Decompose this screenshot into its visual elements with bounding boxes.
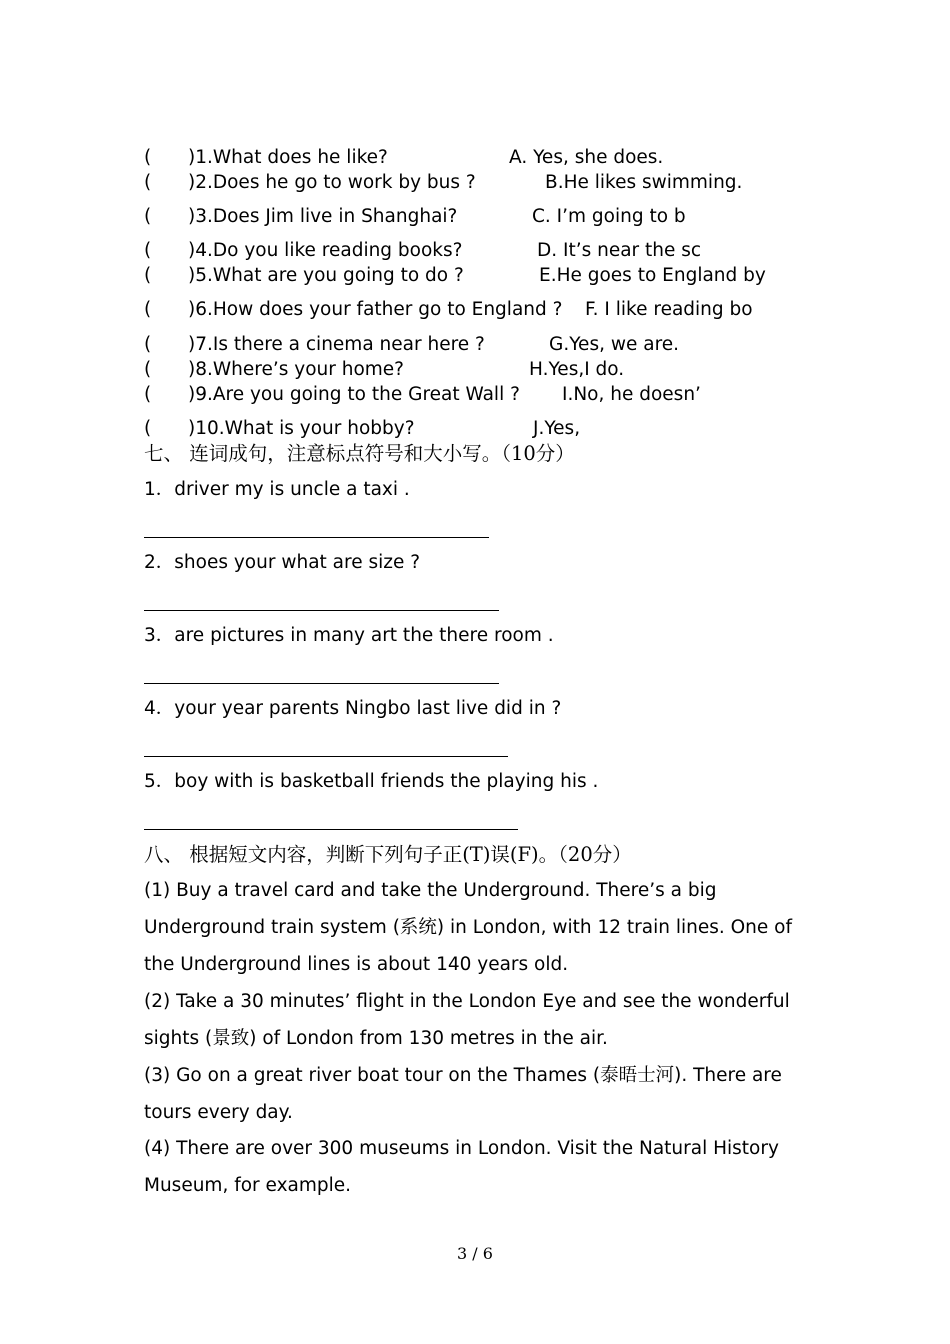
reorder-item: 4．your year parents Ningbo last live did in ? <box>144 698 562 719</box>
question-text: )2.Does he go to work by bus ? <box>188 172 476 193</box>
answer-paren: ( <box>144 384 152 405</box>
answer-option: E.He goes to England by <box>539 265 766 286</box>
answer-paren: ( <box>144 240 152 261</box>
section-8-heading: 八、 根据短文内容，判断下列句子正(T)误(F)。（20分） <box>144 843 632 866</box>
question-text: )4.Do you like reading books? <box>188 240 463 261</box>
answer-paren: ( <box>144 418 152 439</box>
section-7-heading: 七、 连词成句，注意标点符号和大小写。（10分） <box>144 442 575 465</box>
answer-paren: ( <box>144 334 152 355</box>
answer-paren: ( <box>144 299 152 320</box>
answer-option: B.He likes swimming. <box>545 172 743 193</box>
answer-option: I.No, he doesn’ <box>562 384 701 405</box>
question-text: )1.What does he like? <box>188 147 388 168</box>
reorder-item: 1．driver my is uncle a taxi . <box>144 479 410 500</box>
reorder-item: 5．boy with is basketball friends the playing his . <box>144 771 599 792</box>
answer-blank[interactable] <box>144 610 499 611</box>
answer-blank[interactable] <box>144 683 499 684</box>
answer-paren: ( <box>144 147 152 168</box>
answer-option: C. I’m going to b <box>532 206 686 227</box>
question-text: )10.What is your hobby? <box>188 418 415 439</box>
reading-paragraph-2: (2) Take a 30 minutes’ flight in the London Eye and see the wonderful sights (景致) of London from 130 metres in the air. <box>144 991 790 1049</box>
question-text: )6.How does your father go to England ? <box>188 299 563 320</box>
answer-option: F. I like reading bo <box>585 299 753 320</box>
page-number: 3 / 6 <box>457 1244 493 1263</box>
question-text: )5.What are you going to do ? <box>188 265 464 286</box>
reading-paragraph-1: (1) Buy a travel card and take the Underground. There’s a big Underground train system (系统) in London, with 12 train lines. One of the Underground lines is about 140 years old. <box>144 880 793 975</box>
answer-option: J.Yes, <box>533 418 581 439</box>
answer-option: D. It’s near the sc <box>537 240 702 261</box>
reading-paragraph-3: (3) Go on a great river boat tour on the Thames (泰晤士河). There are tours every day. <box>144 1065 782 1123</box>
answer-option: A. Yes, she does. <box>509 147 664 168</box>
question-text: )8.Where’s your home? <box>188 359 404 380</box>
question-text: )3.Does Jim live in Shanghai? <box>188 206 458 227</box>
answer-paren: ( <box>144 206 152 227</box>
answer-paren: ( <box>144 265 152 286</box>
answer-paren: ( <box>144 359 152 380</box>
answer-blank[interactable] <box>144 829 518 830</box>
answer-paren: ( <box>144 172 152 193</box>
reading-paragraph-4: (4) There are over 300 museums in London. Visit the Natural History Museum, for example. <box>144 1138 779 1196</box>
answer-option: H.Yes,I do. <box>529 359 625 380</box>
reorder-item: 2．shoes your what are size ? <box>144 552 421 573</box>
answer-option: G.Yes, we are. <box>549 334 680 355</box>
answer-blank[interactable] <box>144 537 489 538</box>
answer-blank[interactable] <box>144 756 508 757</box>
question-text: )9.Are you going to the Great Wall ? <box>188 384 520 405</box>
reorder-item: 3．are pictures in many art the there room . <box>144 625 554 646</box>
question-text: )7.Is there a cinema near here ? <box>188 334 485 355</box>
